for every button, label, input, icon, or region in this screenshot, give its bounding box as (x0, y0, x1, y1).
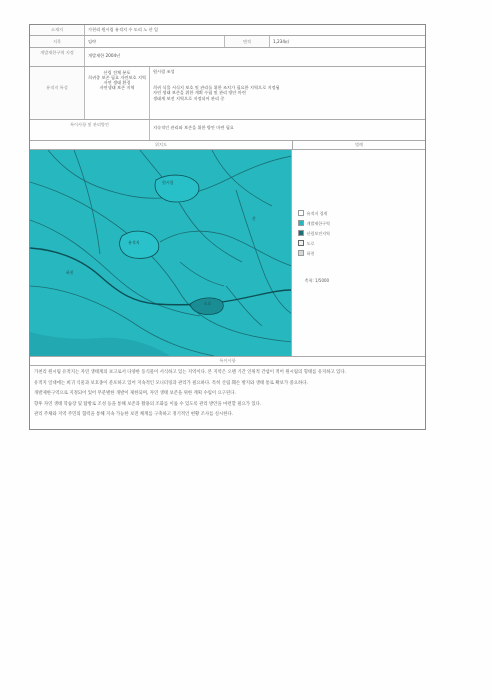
body-paragraph-1: 가천리 원시림 유적지는 자연 생태계의 보고로서 다양한 동식물이 서식하고 있는 지역이다. 본 지역은 오랜 기간 인위적 간섭이 적어 원시림의 형태를 유지하고 있다. (34, 370, 347, 375)
survey-table (29, 24, 426, 430)
body-paragraph-5: 관리 주체와 지역 주민의 협력을 통해 지속 가능한 보전 체계를 구축하고 정기적인 현황 조사를 실시한다. (34, 412, 234, 418)
map-label-site: 유적지 (128, 240, 140, 245)
map-title: 위치도 (30, 141, 293, 149)
legend-item-forest (298, 230, 330, 236)
legend-label-forest: 산림보전지역 (306, 230, 330, 236)
land-category-value: 임야 (85, 36, 225, 47)
body-paragraph-4: 향후 자연 생태 학습장 및 탐방로 조성 등을 통해 보존과 활용의 조화를 이룰 수 있도록 관리 방안을 마련할 필요가 있다. (34, 401, 262, 407)
legend-item-river (298, 250, 315, 256)
map-svg (30, 150, 292, 356)
feature-sub-4: 자연생태 보존 지역 (99, 85, 135, 90)
management-label: 특이사항 및 관리방안 (30, 120, 150, 140)
legend-item-greenbelt (298, 220, 330, 226)
boundary-icon (298, 210, 304, 216)
legend-item-boundary (298, 210, 328, 216)
legend-title: 범례 (354, 142, 364, 147)
map-section-header (30, 141, 425, 150)
text-section-title: 특이사항 (219, 358, 236, 363)
legend-item-road (298, 240, 315, 246)
map-label-forest: 원시림 (162, 180, 174, 185)
river-icon (298, 250, 304, 256)
location-value: 가천리 원시림 유적지 수 도리 노 산 일 (88, 27, 158, 32)
map-label-river: 하천 (66, 270, 74, 275)
legend-label-greenbelt: 개발제한구역 (306, 220, 330, 226)
body-paragraph-2: 유적지 일대에는 희귀 식물과 보호종이 분포하고 있어 지속적인 모니터링과 관리가 필요하다. 특히 산림 훼손 방지와 생태 통로 확보가 중요하다. (34, 380, 308, 386)
restriction-label: 개발제한구역 지정 (30, 48, 85, 66)
feature-sub-1: 산림 전체 분포 (103, 70, 131, 75)
legend-label-river: 하천 (306, 250, 315, 256)
feature-sub-3: 자연 생태 환경 (103, 80, 131, 85)
legend-item-scale (298, 278, 329, 283)
forest-icon (298, 230, 304, 236)
feature-desc-3: 자연 생태 보존을 위한 계획 수립 및 관리 방안 마련 (153, 90, 246, 95)
legend-label-road: 도로 (306, 240, 315, 246)
feature-subcolumn (85, 67, 150, 119)
feature-desc-1: 원시림 조성 (153, 69, 175, 74)
legend-label-scale: 축척: 1/5000 (304, 278, 330, 283)
feature-desc-4: 생태계 보전 지역으로 지정되어 관리 중 (153, 95, 225, 101)
location-label: 소재지 (30, 25, 85, 35)
map-label-mountain: 산 (252, 216, 256, 221)
body-text (30, 366, 425, 429)
green-belt-icon (298, 220, 304, 226)
feature-sub-2: 희귀종 보존 필요 자연보호 지역 (88, 75, 146, 80)
feature-desc-2: 희귀 식물 서식지 보호 및 관리를 위한 조치가 필요한 지역으로 지정됨 (153, 84, 280, 90)
road-icon (298, 240, 304, 246)
map-area (30, 150, 425, 357)
map-label-road: 도로 (204, 301, 212, 306)
land-category-label: 지목 (30, 36, 85, 47)
area-label: 면적 (225, 36, 270, 47)
text-section-header (30, 357, 425, 366)
body-paragraph-3: 개발제한구역으로 지정되어 있어 무분별한 개발이 제한되며, 자연 생태 보존을 위한 계획 수립이 요구된다. (34, 391, 236, 397)
feature-description (150, 67, 425, 119)
legend-label-boundary: 유적지 경계 (306, 210, 328, 216)
feature-label: 유적지 특성 (30, 67, 85, 119)
restriction-value: 개발제한 2004년 (88, 53, 121, 58)
management-value: 지속적인 관리와 보존을 위한 방안 마련 필요 (153, 125, 234, 130)
map-legend (292, 150, 425, 356)
area-value: 1,234㎡ (273, 39, 290, 44)
location-map (30, 150, 292, 356)
